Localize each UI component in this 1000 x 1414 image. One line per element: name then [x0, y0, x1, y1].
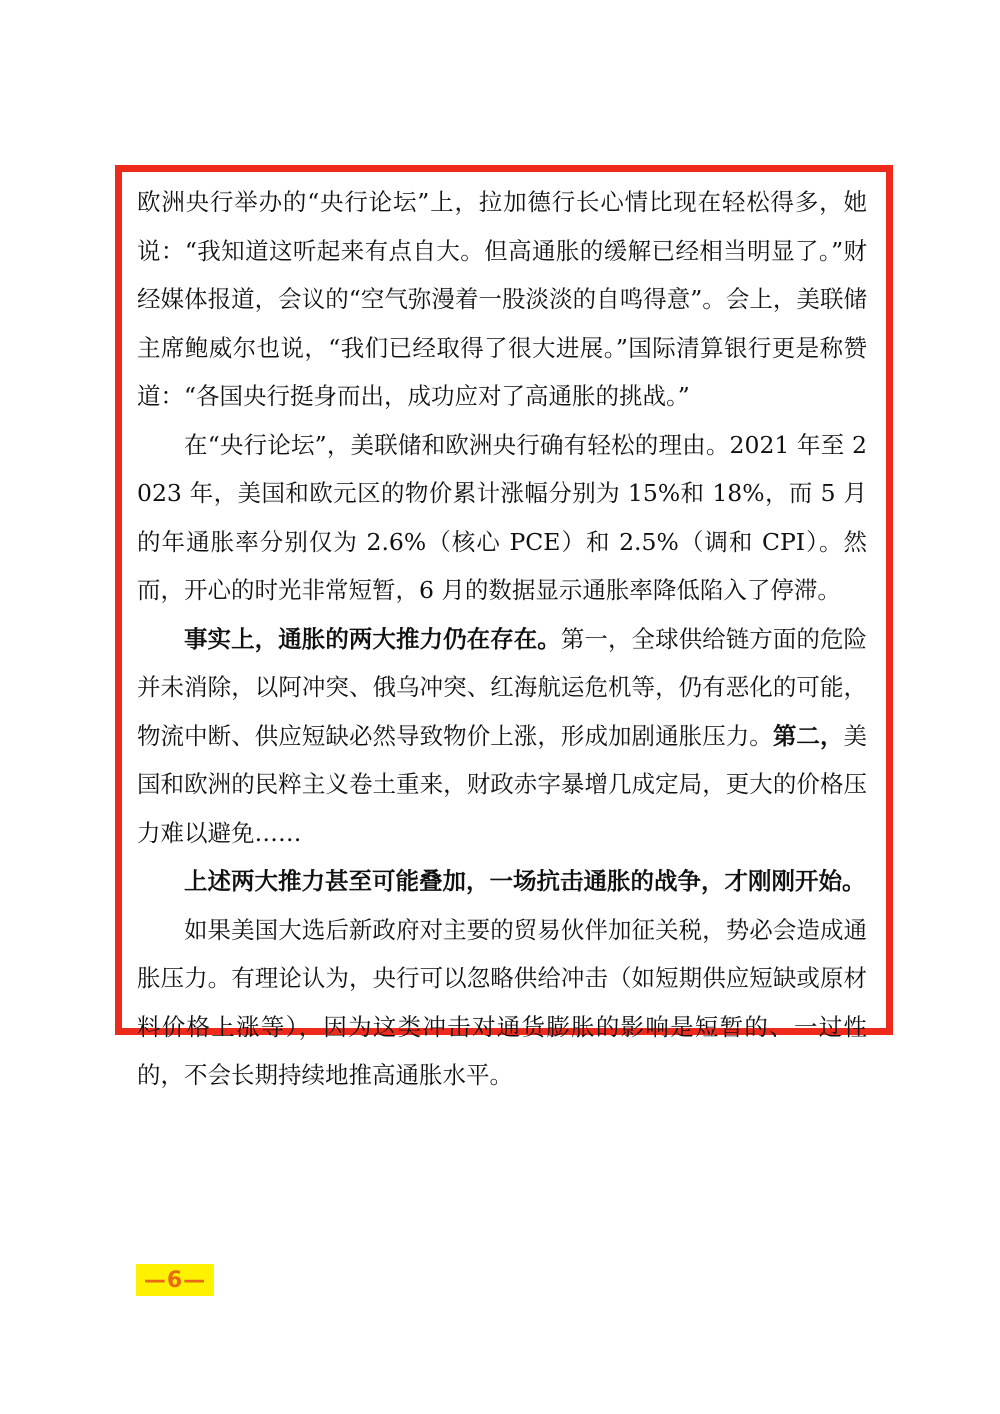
article-body [137, 178, 867, 1100]
paragraph-3 [137, 615, 867, 858]
paragraph-5: 如果美国大选后新政府对主要的贸易伙伴加征关税，势必会造成通胀压力。有理论认为，央行可以忽略供给冲击（如短期供应短缺或原材料价格上涨等），因为这类冲击对通货膨胀的影响是短暂的、一过性的，不会长期持续地推高通胀水平。 [137, 915, 867, 1089]
paragraph-4-emphasis: 上述两大推力甚至可能叠加，一场抗击通胀的战争，才刚刚开始。 [184, 867, 866, 895]
paragraph-3-second-bold: 第二， [772, 721, 844, 750]
paragraph-2: 在“央行论坛”，美联储和欧洲央行确有轻松的理由。2021 年至 2023 年，美国和欧元区的物价累计涨幅分别为 15%和 18%，而 5 月的年通胀率分别仅为 2.6%（核心 PCE）和 2.5%（调和 CPI）。然而，开心的时光非常短暂，6 月的数据显示通胀率降低陷入了停滞。 [137, 430, 867, 604]
paragraph-3-lead-bold: 事实上，通胀的两大推力仍在存在。 [184, 624, 561, 653]
page-number: —6— [136, 1264, 214, 1296]
paragraph-3-text-b: 美国和欧洲的民粹主义卷土重来，财政赤字暴增几成定局，更大的价格压力难以避免…… [137, 721, 868, 847]
paragraph-1: 欧洲央行举办的“央行论坛”上，拉加德行长心情比现在轻松得多，她说：“我知道这听起来有点自大。但高通胀的缓解已经相当明显了。”财经媒体报道，会议的“空气弥漫着一股淡淡的自鸣得意”。会上，美联储主席鲍威尔也说，“我们已经取得了很大进展。”国际清算银行更是称赞道：“各国央行挺身而出，成功应对了高通胀的挑战。” [137, 188, 867, 410]
paragraph-3-text-a: 第一，全球供给链方面的危险并未消除，以阿冲突、俄乌冲突、红海航运危机等，仍有恶化的可能，物流中断、供应短缺必然导致物价上涨，形成加剧通胀压力。 [137, 624, 868, 750]
